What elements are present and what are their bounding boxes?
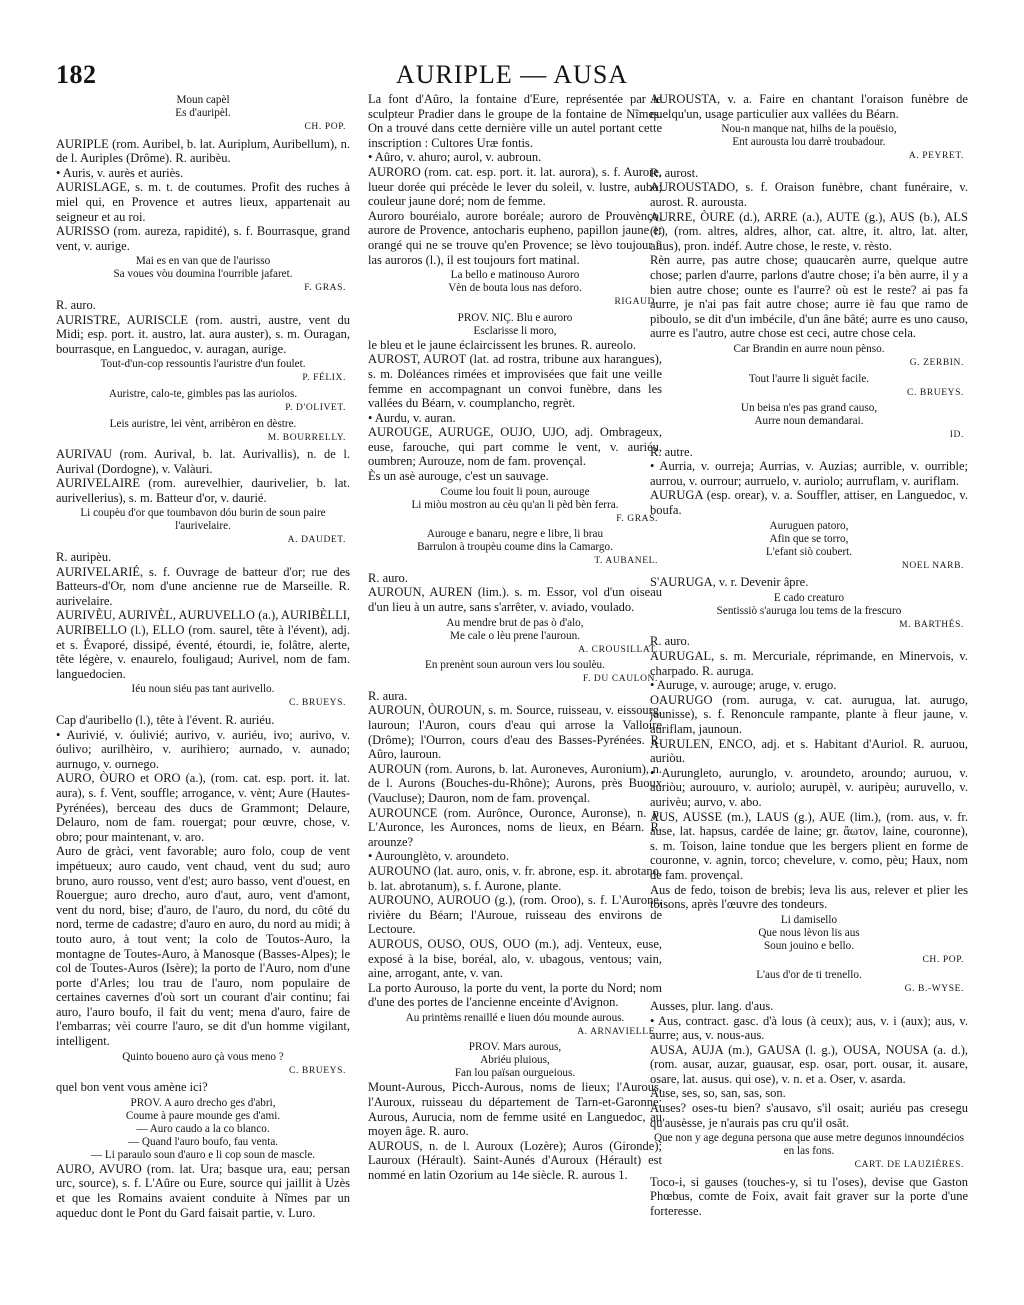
dictionary-entry: AUROUGE, AURUGE, OUJO, UJO, adj. Ombrageux, euse, farouche, qui part comme le vent, v. auriéu, oumbren; Aurouze, nom de fam. provençal. [368, 425, 662, 469]
quotation: Quinto boueno auro çà vous meno ? [122, 1050, 284, 1063]
dictionary-entry: AURIVELAIRE (rom. aurevelhier, daurivelier, b. lat. aurivellerius), s. m. Batteur d'or, v. daurié. [56, 476, 350, 505]
column-left [56, 92, 350, 1262]
quote-attribution: A. CROUSILLAT. [578, 644, 658, 655]
dictionary-entry: AURISSO (rom. aureza, rapidité), s. f. Bourrasque, grand vent, v. aurige. [56, 224, 350, 253]
quote-attribution: G. B.-WYSE. [904, 984, 964, 995]
quotation: Auristre, calo-te, gimbles pas las auriolos. [108, 387, 298, 400]
dictionary-entry: R. autre. [650, 444, 693, 459]
dictionary-entry: Ausses, plur. lang. d'aus. [650, 998, 774, 1013]
dictionary-entry: • Aurria, v. ourreja; Aurrias, v. Auzias; aurrible, v. ourrible; aurrou, v. ourrour; aurruelo, v. auriolo; aurruflam, v. auriflam. [650, 459, 968, 488]
dictionary-entry: Toco-i, si gauses (touches-y, si tu l'oses), devise que Gaston Phœbus, comte de Foix, avait fait graver sur la porte d'une forteresse. [650, 1174, 968, 1219]
dictionary-entry: Mount-Aurous, Picch-Aurous, noms de lieux; l'Aurous, l'Auroux, ruisseau du département de Tarn-et-Garonne; Aurous, Aurucia, nom de femme usité en Languedoc, au moyen âge. R. auro. [368, 1080, 662, 1139]
dictionary-entry: AURULEN, ENCO, adj. et s. Habitant d'Auriol. R. auruou, auriòu. [650, 736, 968, 766]
dictionary-entry: AURIVAU (rom. Aurival, b. lat. Aurivallis), n. de l. Aurival (Dordogne), v. Valàuri. [56, 447, 350, 476]
dictionary-entry: AUROUN (rom. Aurons, b. lat. Auroneves, Auronium), n. de l. Aurons (Bouches-du-Rhône); Aurons, près Buoux (Vaucluse); Dauron, nom de fam. provençal. [368, 761, 662, 805]
quotation: Li damisello Que nous lèvon lis aus Soun jouino e bello. [758, 913, 860, 952]
quotation: Auruguen patoro, Afin que se torro, L'efant siò coubert. [765, 519, 853, 558]
quote-attribution: CH. POP. [304, 122, 346, 132]
dictionary-entry: AUROUNCE (rom. Aurônce, Ouronce, Auronse), n. p. L'Auronce, les Auronces, noms de lieux, en Béarn. R. arounze? [368, 805, 662, 849]
dictionary-entry: • Aûro, v. ahuro; aurol, v. aubroun. [368, 150, 542, 165]
column-right [650, 92, 968, 1262]
quotation: Coume lou fouit li poun, aurouge Li miòu mostron au cèu qu'an li pèd bèn ferra. [411, 485, 619, 511]
dictionary-entry: R. aurost. [650, 165, 699, 180]
dictionary-entry: AUSA, AUJA (m.), GAUSA (l. g.), OUSA, NOUSA (a. d.), (rom. ausar, auzar, guausar, esp. osar, port. ousar, it. ausare, osare, lat. ausus. qui ose), v. n. et a. Oser, v. asarda. [650, 1042, 968, 1086]
dictionary-entry: La porto Aurouso, la porte du vent, la porte du Nord; nom d'une des portes de l'ancienne enceinte d'Avignon. [368, 980, 662, 1010]
dictionary-entry: AURRE, ÒURE (d.), ARRE (a.), AUTE (g.), AUS (b.), ALS (l.), (rom. altres, aldres, alhor, cat. altre, it. altro, lat. alter, alius), pron. indéf. Autre chose, le reste, v. rèsto. [650, 209, 968, 253]
dictionary-entry: AUROUS, n. de l. Auroux (Lozère); Auros (Gironde); Lauroux (Hérault). Saint-Aunés d'Auroux (Hérault) est nommé en latin Ozorium au 14e siècle. R. aurous 1. [368, 1138, 662, 1183]
quote-attribution: P. FÉLIX. [302, 373, 346, 384]
quote-attribution: A. PEYRET. [908, 151, 964, 162]
quote-attribution: F. DU CAULON. [582, 674, 658, 685]
dictionary-entry: • Auris, v. aurès et auriès. [56, 165, 184, 180]
quotation: Un beisa n'es pas grand causo, Aurre noun demandarai. [740, 402, 878, 428]
quotation: Aurouge e banaru, negre e libre, li brau Barrulon à troupèu coume dins la Camargo. [417, 528, 613, 554]
dictionary-entry: AUROUN, ÒUROUN, s. m. Source, ruisseau, v. eissourg, lauroun; l'Auron, cours d'eau qui arrose la Valloire (Drôme); l'Ourron, cours d'eau des Basses-Pyrénées. R. Aûro, lauroun. [368, 703, 662, 762]
dictionary-entry: R. auro. [368, 570, 408, 585]
dictionary-entry: • Aus, contract. gasc. d'à lous (à ceux); aus, v. i (aux); aus, v. aurre; aus, v. nous-aus. [650, 1013, 968, 1043]
quote-attribution: RIGAUD. [614, 297, 658, 308]
dictionary-entry: • Aurungleto, aurunglo, v. aroundeto, aroundo; auruou, v. auriòu; aurouuro, v. auriolo; aurupèl, v. auripèu; auruvello, v. aurivèu; aurvo, v. abo. [650, 765, 968, 809]
dictionary-entry: AUROUNO (lat. auro, onis, v. fr. abrone, esp. it. abrotano, b. lat. abrotanum), s. f. Aurone, plante. [368, 863, 662, 893]
quote-attribution: A. ARNAVIELLE. [577, 1026, 658, 1037]
quote-attribution: M. BARTHÉS. [899, 619, 964, 630]
quote-attribution: ID. [949, 430, 964, 441]
dictionary-entry: AUROST, AUROT (lat. ad rostra, tribune aux harangues), s. m. Doléances rimées et improvisées que fait une veille femme en accompagnant un convoi funèbre, dans les vallées du Béarn, v. coumplancho, regrèt. [368, 352, 662, 411]
dictionary-entry: Aus de fedo, toison de brebis; leva lis aus, relever et plier les toisons, après l'œuvre des tondeurs. [650, 882, 968, 912]
dictionary-entry: Auro de gràci, vent favorable; auro folo, coup de vent impétueux; auro caudo, vent chaud, vent du sud; auro bruno, auro rousso, vent d'est; auro basso, vent d'ouest, en Rouergue; auro drecho, auro d'aut, auro, vent d'amont, vent du nord, bise; d'auro, de l'auro, du nord, du côté du nord, terme de cadastre; d'auro en auro, du nord au midi; à touto auro, à tout vent; la colo de Toutos-Auro, la montagne de Toutes-Auro, à Manosque (Basses-Alpes); le col de Toutes-Auros (Isère); la porto de l'Auro, nom d'une porte d'Arles; lou trau de l'auro, nom populaire de certaines cavernes d'où sort un courant d'air continu; fai auro, l'auro boufo, il fait du vent; mena d'auro, faire de l'embarras; vèi courre l'auro, se dit d'un homme vigilant, intelligent. [56, 844, 350, 1049]
quotation: Moun capèl Es d'auripèl. [175, 94, 231, 119]
dictionary-entry: AURO, ÒURO et ORO (a.), (rom. cat. esp. port. it. lat. aura), s. f. Vent, souffle; arrogance, v. vènt; Aure (Hautes-Pyrénées), berceau des ducs de Grammont; Delaure, Delauro, nom de fam. rouergat; pour œuvre, chose, v. obro; pour maintenant, v. aro. [56, 771, 350, 844]
column-middle [368, 92, 662, 1262]
dictionary-entry: AURISLAGE, s. m. t. de coutumes. Profit des ruches à miel qui, en Provence et autres lieux, appartenait au seigneur et au roi. [56, 180, 350, 224]
dictionary-entry: Auroro bouréialo, aurore boréale; auroro de Prouvènço, aurore de Provence, antocharis eupheno, papillon jaune et orangé qui ne se trouve qu'en Provence; se lèvo toujour à las auroros (l.), il est toujours fort matinal. [368, 208, 662, 267]
dictionary-entry: R. auro. [650, 634, 690, 649]
dictionary-entry: AUROUNO, AUROUO (g.), (rom. Oroo), s. f. L'Aurone, rivière du Béarn; l'Auroue, ruisseau des environs de Lectoure. [368, 893, 662, 937]
dictionary-entry: Rèn aurre, pas autre chose; quaucarèn aurre, quelque autre chose; parlen d'aurre, parlons d'autre chose; i'a bèn aurre, il y a bien autre chose; ounte es l'aurre? où est le reste? ai pas fa aurre, je n'ai pas fait autre chose; aurre iè fau que ramo de piboulo, se dit d'un imbécile, d'un âne bâté; aurre es uno causo, aurre es l'autro, autre chose est ceci, autre chose cela. [650, 253, 968, 341]
dictionary-entry: quel bon vent vous amène ici? [56, 1080, 208, 1095]
quotation: L'aus d'or de ti trenello. [756, 969, 862, 982]
quote-attribution: CART. DE LAUZIÈRES. [854, 1160, 964, 1171]
page-number: 182 [56, 60, 97, 89]
dictionary-entry: R. aura. [368, 688, 408, 703]
dictionary-entry: • Aurounglèto, v. aroundeto. [368, 849, 510, 864]
quotation: Au printèms renaillé e liuen dóu mounde aurous. [405, 1011, 625, 1024]
dictionary-entry: Ause, ses, so, san, sas, son. [650, 1086, 786, 1101]
dictionary-entry: AURIVELARIÉ, s. f. Ouvrage de batteur d'or; rue des Batteurs-d'Or, nom d'une ancienne rue de Marseille. R. aurivelaire. [56, 564, 350, 608]
quote-attribution: A. DAUDET. [287, 535, 346, 546]
dictionary-entry: AURIVÈU, AURIVÈL, AURUVELLO (a.), AURIBÈLLI, AURIBELLO (l.), ELLO (rom. saurel, tête à l'évent), adj. et s. Évaporé, dissipé, éventé, étourdi, ie, folâtre, alerte, tête légère, v. enaurelo, fouligaud; Aurivel, nom de fam. languedocien. [56, 608, 350, 681]
dictionary-entry: AUROUSTADO, s. f. Oraison funèbre, chant funéraire, v. aurost. R. aurousta. [650, 180, 968, 209]
dictionary-entry: AURO, AVURO (rom. lat. Ura; basque ura, eau; persan urc, source), s. f. L'Aûre ou Eure, source qui jaillit à Uzès et que les Romains avaient conduite à Nîmes par un aqueduc dont le Pont du Gard faisait partie, v. Luro. [56, 1161, 350, 1220]
dictionary-entry: Cap d'auribello (l.), tête à l'évent. R. auriéu. [56, 713, 275, 727]
dictionary-entry: AURIPLE (rom. Auribel, b. lat. Auriplum, Auribellum), n. de l. Auriples (Drôme). R. auribèu. [56, 136, 350, 166]
quote-attribution: CH. POP. [922, 954, 964, 965]
quotation: Li coupèu d'or que toumbavon dóu burin de soun paire l'aurivelaire. [80, 507, 326, 533]
quotation: La bello e matinouso Auroro Vèn de bouta lous nas deforo. [448, 269, 582, 295]
dictionary-entry: AURORO (rom. cat. esp. port. it. lat. aurora), s. f. Aurore, lueur dorée qui précède le lever du soleil, v. lustre, aubo; couleur jaune doré; nom de femme. [368, 164, 662, 209]
quotation: PROV. NIÇ. Blu e auroro Esclarisse li moro, [457, 311, 573, 337]
quote-attribution: F. GRAS. [616, 513, 658, 524]
dictionary-entry: le bleu et le jaune éclaircissent les brunes. R. aureolo. [368, 337, 636, 352]
quote-attribution: P. D'OLIVET. [285, 402, 346, 413]
dictionary-entry: Ès un asè aurouge, c'est un sauvage. [368, 469, 549, 484]
dictionary-entry: • Aurdu, v. auran. [368, 410, 456, 425]
quotation: PROV. Mars aurous, Abriéu pluious, Fan lou païsan ourgueious. [454, 1041, 576, 1080]
quote-attribution: NOEL NARB. [901, 560, 964, 571]
quote-attribution: C. BRUEYS. [289, 1065, 346, 1076]
dictionary-entry: • Auruge, v. aurouge; aruge, v. erugo. [650, 678, 837, 693]
quotation: Au mendre brut de pas ò d'alo, Me cale o lèu prene l'auroun. [446, 616, 584, 642]
dictionary-entry: AUROUS, OUSO, OUS, OUO (m.), adj. Venteux, euse, exposé à la bise, boréal, alo, v. ubagous, ventous; vain, aine, arrogant, ante, v. van. [368, 936, 662, 981]
quotation: Iéu noun siéu pas tant aurivello. [131, 683, 275, 696]
dictionary-entry: AURUGA (esp. orear), v. a. Souffler, attiser, en Languedoc, v. boufa. [650, 488, 968, 518]
quote-attribution: C. BRUEYS. [907, 387, 964, 398]
quotation: En prenènt soun auroun vers lou soulèu. [425, 659, 605, 672]
dictionary-entry: La font d'Aûro, la fontaine d'Eure, représentée par le sculpteur Pradier dans le groupe de la fontaine de Nîmes. On a trouvé dans cette dernière ville un autel portant cette inscription : Cultores Uræ fontis. [368, 92, 662, 150]
quote-attribution: C. BRUEYS. [289, 698, 346, 709]
dictionary-entry: OAURUGO (rom. auruga, v. cat. aurugua, lat. aurugo, jaunisse), s. f. Renoncule rampante, plante à fleur jaune, v. auriflam, jaunoun. [650, 692, 968, 736]
quotation: Car Brandin en aurre noun pènso. [733, 342, 885, 355]
dictionary-entry: S'AURUGA, v. r. Devenir âpre. [650, 575, 809, 590]
dictionary-entry: R. auro. [56, 297, 96, 312]
dictionary-entry: • Aurivié, v. óulivié; aurivo, v. auriéu, ivo; aurivo, v. óulivo; aurilhèiro, v. aurihiero; aurnado, v. aunado; aurnugo, v. ournego. [56, 727, 350, 771]
dictionary-entry: Auses? oses-tu bien? s'ausavo, s'il osait; auriéu pas cresegu qu'ausèsse, je n'aurais pas cru qu'il osât. [650, 1101, 968, 1130]
dictionary-entry: R. auripèu. [56, 550, 112, 565]
quotation: Nou-n manque nat, hilhs de la pouësio, Ent aurousta lou darrè troubadour. [721, 123, 897, 149]
dictionary-entry: AUS, AUSSE (m.), LAUS (g.), AUE (lim.), (rom. aus, v. fr. ause, lat. hapsus, cardée de laine; gr. ἄωτον, laine, couronne), s. m. Toison, laine tondue que les bergers plient en forme de couronne, v. agnin, torco; chevelure, v. como, pèu; Haux, nom de fam. provençal. [650, 809, 968, 882]
quotation: Tout-d'un-cop ressountis l'auristre d'un foulet. [100, 358, 306, 371]
dictionary-entry: AURUGAL, s. m. Mercuriale, réprimande, en Minervois, v. charpado. R. auruga. [650, 649, 968, 678]
running-title: AURIPLE — AUSA [395, 60, 629, 89]
quotation: E cado creaturo Sentissiò s'auruga lou tems de la frescuro [716, 591, 902, 617]
dictionary-entry: AUROUSTA, v. a. Faire en chantant l'oraison funèbre de quelqu'un, usage particulier aux vallées du Béarn. [650, 92, 968, 121]
quote-attribution: G. ZERBIN. [909, 357, 964, 368]
quotation: PROV. A auro drecho ges d'abri, Coume à paure mounde ges d'ami. — Auro caudo a la co blanco. — Quand l'auro boufo, fau venta. — Li paraulo soun d'auro e li cop soun de mascle. [90, 1096, 316, 1161]
quote-attribution: M. BOURRELLY. [267, 432, 346, 443]
quotation: Leis auristre, lei vènt, arribèron en dèstre. [109, 417, 297, 430]
quote-attribution: T. AUBANEL. [594, 556, 658, 567]
dictionary-entry: AURISTRE, AURISCLE (rom. austri, austre, vent du Midi; esp. port. it. austro, lat. aura auster), s. m. Ouragan, bourrasque, en Languedoc, v. auragan, aurige. [56, 312, 350, 356]
quote-attribution: F. GRAS. [304, 283, 346, 294]
quotation: Tout l'aurre li siguèt facile. [748, 372, 870, 385]
quotation: Mai es en van que de l'aurisso Sa voues vòu doumina l'ourrible jafaret. [113, 255, 293, 281]
quotation: Que non y age deguna persona que ause metre degunos innoundécios en las fons. [653, 1132, 965, 1158]
dictionary-entry: AUROUN, AUREN (lim.). s. m. Essor, vol d'un oiseau d'un lieu à un autre, sans s'arrêter, v. aviado, voulado. [368, 585, 662, 615]
